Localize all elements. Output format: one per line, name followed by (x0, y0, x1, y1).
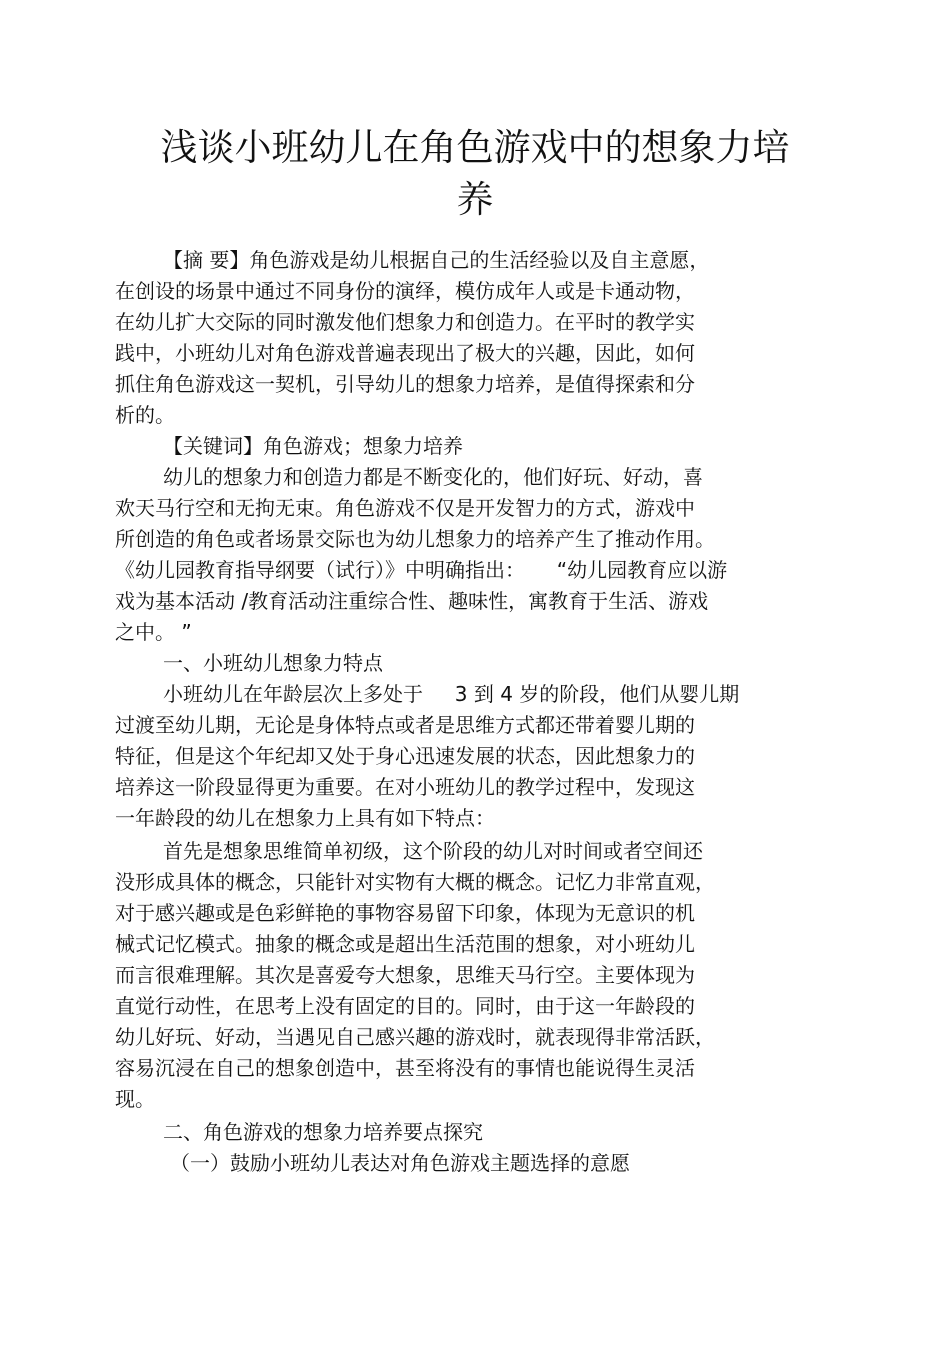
paragraph-line: 幼儿的想象力和创造力都是不断变化的，他们好玩、好动，喜 (163, 465, 703, 489)
abstract-line: 【摘 要】角色游戏是幼儿根据自己的生活经验以及自主意愿， (163, 248, 710, 272)
paragraph-line: 培养这一阶段显得更为重要。在对小班幼儿的教学过程中，发现这 (115, 775, 695, 799)
paragraph-line: 小班幼儿在年龄层次上多处于 3 到 4 岁的阶段，他们从婴儿期 (163, 682, 740, 706)
paragraph-line: 之中。 ” (115, 620, 192, 644)
abstract-line: 在幼儿扩大交际的同时激发他们想象力和创造力。在平时的教学实 (115, 310, 695, 334)
abstract-line: 践中，小班幼儿对角色游戏普遍表现出了极大的兴趣，因此，如何 (115, 341, 695, 365)
paragraph-line: 容易沉浸在自己的想象创造中，甚至将没有的事情也能说得生灵活 (115, 1056, 695, 1080)
paragraph-line: 《幼儿园教育指导纲要（试行）》中明确指出： “幼儿园教育应以游 (115, 558, 728, 582)
section-heading: 一、小班幼儿想象力特点 (163, 651, 383, 675)
paragraph-line: 对于感兴趣或是色彩鲜艳的事物容易留下印象，体现为无意识的机 (115, 901, 695, 925)
subsection-heading: （一）鼓励小班幼儿表达对角色游戏主题选择的意愿 (170, 1151, 630, 1175)
keywords-line: 【关键词】角色游戏；想象力培养 (163, 434, 463, 458)
title-line-2: 养 (456, 178, 494, 221)
paragraph-line: 欢天马行空和无拘无束。角色游戏不仅是开发智力的方式，游戏中 (115, 496, 695, 520)
paragraph-line: 没形成具体的概念，只能针对实物有大概的概念。记忆力非常直观， (115, 870, 715, 894)
section-heading: 二、角色游戏的想象力培养要点探究 (163, 1120, 483, 1144)
abstract-line: 在创设的场景中通过不同身份的演绎，模仿成年人或是卡通动物， (115, 279, 695, 303)
abstract-line: 抓住角色游戏这一契机，引导幼儿的想象力培养，是值得探索和分 (115, 372, 695, 396)
paragraph-line: 械式记忆模式。抽象的概念或是超出生活范围的想象，对小班幼儿 (115, 932, 695, 956)
paragraph-line: 而言很难理解。其次是喜爱夸大想象，思维天马行空。主要体现为 (115, 963, 695, 987)
paragraph-line: 戏为基本活动 /教育活动注重综合性、趣味性，寓教育于生活、游戏 (115, 589, 709, 613)
paragraph-line: 首先是想象思维简单初级，这个阶段的幼儿对时间或者空间还 (163, 839, 703, 863)
paragraph-line: 直觉行动性，在思考上没有固定的目的。同时，由于这一年龄段的 (115, 994, 695, 1018)
title-line-1: 浅谈小班幼儿在角色游戏中的想象力培 (160, 126, 790, 169)
abstract-line: 析的。 (115, 403, 175, 427)
paragraph-line: 一年龄段的幼儿在想象力上具有如下特点： (115, 806, 495, 830)
paragraph-line: 特征，但是这个年纪却又处于身心迅速发展的状态，因此想象力的 (115, 744, 695, 768)
paragraph-line: 所创造的角色或者场景交际也为幼儿想象力的培养产生了推动作用。 (115, 527, 715, 551)
document-title (100, 122, 850, 226)
paragraph-line: 过渡至幼儿期，无论是身体特点或者是思维方式都还带着婴儿期的 (115, 713, 695, 737)
paragraph-line: 幼儿好玩、好动，当遇见自己感兴趣的游戏时，就表现得非常活跃， (115, 1025, 715, 1049)
paragraph-line: 现。 (115, 1087, 155, 1111)
